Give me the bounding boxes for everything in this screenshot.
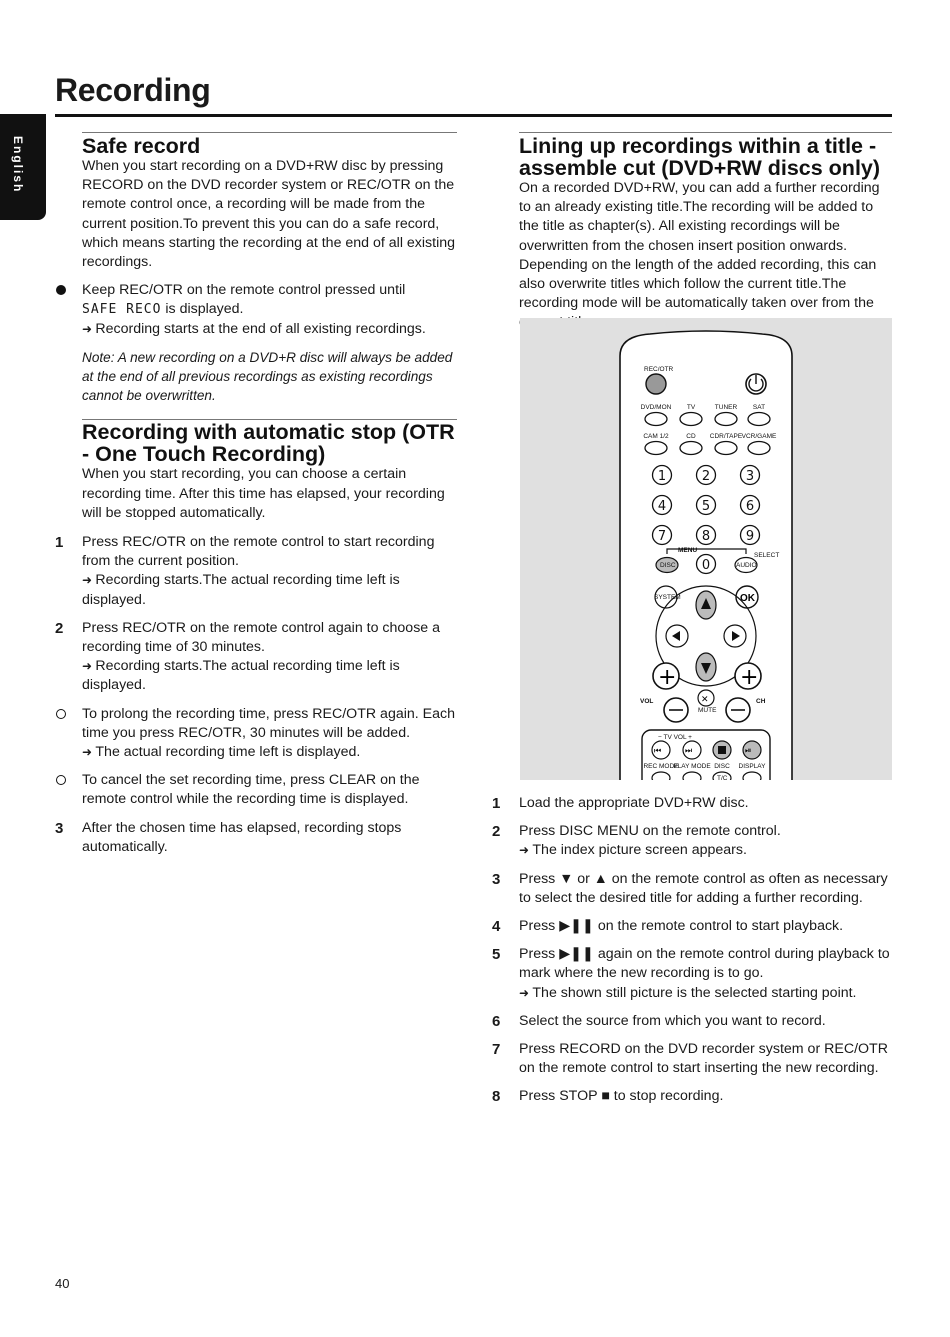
bullet-dot-icon [56, 285, 66, 295]
transport-label: DISPLAY [738, 763, 766, 770]
safe-record-bullet [55, 281, 457, 339]
digit-label: 7 [657, 529, 667, 544]
assemble-heading: Lining up recordings within a title - assemble cut (DVD+RW discs only) [519, 134, 881, 180]
safe-record-heading: Safe record [82, 134, 201, 158]
vol-label: VOL [640, 698, 654, 705]
bullet-result: Recording starts at the end of all existing recordings. [95, 320, 426, 337]
tv-vol-label: − TV VOL + [658, 734, 692, 741]
ok-label: OK [740, 593, 755, 604]
rec-otr-label: REC/OTR [644, 366, 674, 373]
page-title: Recording [55, 72, 211, 108]
digit-label: 4 [657, 499, 667, 514]
play-pause-icon: ⏯ [745, 746, 752, 755]
digit-label: 8 [701, 529, 711, 544]
result-arrow-icon: ➜ [519, 985, 533, 1000]
section-rule [519, 132, 892, 133]
step-number: 6 [492, 1012, 501, 1030]
select-label: SELECT [754, 552, 780, 559]
step-text: Load the appropriate DVD+RW disc. [519, 795, 749, 811]
step-text: Press RECORD on the DVD recorder system or REC/OTR on the remote control to start inserting the new recording. [519, 1041, 888, 1077]
step-item [492, 1087, 892, 1106]
transport-label: PLAY MODE [673, 763, 711, 770]
mute-icon: ✕ [701, 695, 709, 705]
digit-label: 2 [701, 469, 711, 484]
digit-label: 0 [701, 558, 711, 573]
step-text: Press DISC MENU on the remote control. [519, 823, 781, 840]
source-label: TV [686, 404, 696, 411]
step-item [492, 917, 892, 936]
play-mode-button[interactable] [683, 772, 701, 780]
mute-label: MUTE [698, 707, 717, 714]
digit-label: 5 [701, 499, 711, 514]
step-result: Recording starts.The actual recording time left is displayed. [82, 658, 400, 694]
right-column [492, 132, 892, 333]
source-label: SAT [752, 404, 766, 411]
digit-label: 9 [745, 529, 755, 544]
step-text: Press REC/OTR on the remote control again to choose a recording time of 30 minutes. [82, 619, 441, 656]
source-button[interactable] [748, 413, 770, 426]
step-item [492, 1040, 892, 1078]
language-tab [0, 114, 46, 220]
step-result: The actual recording time left is displayed. [95, 744, 361, 761]
step-number: 8 [492, 1088, 501, 1106]
bullet-text-end: is displayed. [161, 301, 244, 318]
step-item [492, 945, 892, 1003]
step-item [492, 794, 892, 813]
step-number: 3 [492, 870, 501, 888]
step-text: Press STOP ■ to stop recording. [519, 1088, 724, 1105]
menu-label: MENU [678, 547, 698, 554]
source-button[interactable] [715, 413, 737, 426]
digit-label: 3 [745, 469, 755, 484]
rec-mode-button[interactable] [652, 772, 670, 780]
source-button[interactable] [645, 413, 667, 426]
source-label: CDR/TAPE [709, 433, 743, 440]
otr-heading: Recording with automatic stop (OTR - One Touch Recording) [82, 420, 455, 467]
step-item [492, 870, 892, 908]
result-arrow-icon: ➜ [82, 659, 96, 674]
step-text: Press ▼ or ▲ on the remote control as often as necessary to select the desired title for adding a further recording. [519, 870, 888, 906]
bullet-text: Keep REC/OTR on the remote control pressed until [82, 282, 406, 299]
result-arrow-icon: ➜ [82, 321, 96, 336]
tc-label: T/C [717, 775, 728, 780]
result-arrow-icon: ➜ [82, 573, 96, 588]
lcd-display-text: SAFE RECO [82, 302, 162, 318]
ch-label: CH [756, 698, 766, 705]
assemble-steps [492, 794, 892, 1107]
step-text: Press REC/OTR on the remote control to start recording from the current position. [82, 534, 435, 570]
previous-icon: ⏮ [654, 746, 662, 755]
safe-record-note: Note: A new recording on a DVD+R disc will always be added at the end of all previous recordings as existing recordings cannot be overwritten. [82, 349, 453, 404]
step-text: To prolong the recording time, press REC/OTR again. Each time you press REC/OTR, 30 minutes will be added. [82, 705, 455, 741]
step-number: 4 [492, 918, 501, 936]
title-rule [55, 114, 892, 117]
system-label: SYSTEM [654, 594, 681, 601]
source-label: CAM 1/2 [643, 433, 669, 440]
otr-steps [55, 523, 457, 857]
step-item [55, 619, 457, 696]
step-item [55, 533, 457, 610]
rec-otr-button[interactable] [646, 374, 666, 394]
otr-intro: When you start recording, you can choose a certain recording time. After this time has elapsed, your recording will be stopped automatically. [82, 466, 445, 521]
plus-icon: + [658, 665, 677, 690]
source-button[interactable] [645, 442, 667, 455]
transport-label: DISC [714, 763, 730, 770]
step-number: 1 [55, 534, 64, 552]
step-text: To cancel the set recording time, press CLEAR on the remote control while the recording time is displayed. [82, 772, 420, 808]
step-number: 7 [492, 1041, 501, 1059]
step-item [492, 822, 892, 860]
step-number: 3 [55, 819, 64, 837]
safe-record-intro: When you start recording on a DVD+RW disc by pressing RECORD on the DVD recorder system or REC/OTR on the remote control once, a recording will be made from the current position.To prevent this you can do a safe record, which means starting the recording at the end of all existing recordings. [82, 158, 456, 271]
result-arrow-icon: ➜ [519, 843, 533, 858]
step-number: 2 [492, 823, 501, 841]
source-label: DVD/MON [640, 404, 672, 411]
step-item [55, 819, 457, 857]
step-number: 2 [55, 619, 64, 637]
step-result: The index picture screen appears. [532, 842, 747, 859]
step-item [492, 1012, 892, 1031]
source-button[interactable] [715, 442, 737, 455]
ring-bullet-icon [56, 709, 66, 719]
digit-label: 1 [657, 469, 667, 484]
step-result: The shown still picture is the selected starting point. [532, 984, 857, 1001]
assemble-intro: On a recorded DVD+RW, you can add a further recording to an already existing title.The recording will be added to the title as chapter(s). All existing recordings will be overwritten from the chosen insert position onwards. Depending on the length of the added recording, this can also overwrite titles which follow the current title.The recording mode will be automatically taken over from the [519, 180, 880, 312]
step-item [55, 771, 457, 809]
section-rule [82, 132, 457, 133]
step-result: Recording starts.The actual recording time left is displayed. [82, 572, 400, 608]
source-button[interactable] [680, 442, 702, 455]
step-text: Press ▶❚❚ again on the remote control during playback to mark where the new recording is to go. [519, 946, 890, 982]
step-item [55, 705, 457, 763]
step-text: After the chosen time has elapsed, recording stops automatically. [82, 819, 402, 855]
step-number: 5 [492, 946, 501, 964]
next-icon: ⏭ [685, 746, 693, 755]
stop-icon [718, 746, 726, 754]
plus-icon: + [740, 665, 759, 690]
language-tab-label: English [11, 136, 25, 194]
audio-label: AUDIO [736, 562, 757, 569]
source-label: TUNER [714, 404, 738, 411]
step-text: Press ▶❚❚ on the remote control to start playback. [519, 918, 844, 935]
digit-label: 6 [745, 499, 755, 514]
source-button[interactable] [748, 442, 770, 455]
step-number: 1 [492, 795, 501, 812]
source-label: CD [686, 433, 696, 440]
page-number: 40 [55, 1276, 70, 1291]
result-arrow-icon: ➜ [82, 745, 96, 760]
transport-label: REC MODE [643, 763, 679, 770]
ring-bullet-icon [56, 775, 66, 785]
disc-label: DISC [660, 562, 676, 569]
source-button[interactable] [680, 413, 702, 426]
step-text: Select the source from which you want to record. [519, 1012, 826, 1029]
source-label: VCR/GAME [741, 433, 777, 440]
left-column [55, 132, 457, 857]
remote-control-illustration [520, 318, 892, 780]
display-button[interactable] [743, 772, 761, 780]
